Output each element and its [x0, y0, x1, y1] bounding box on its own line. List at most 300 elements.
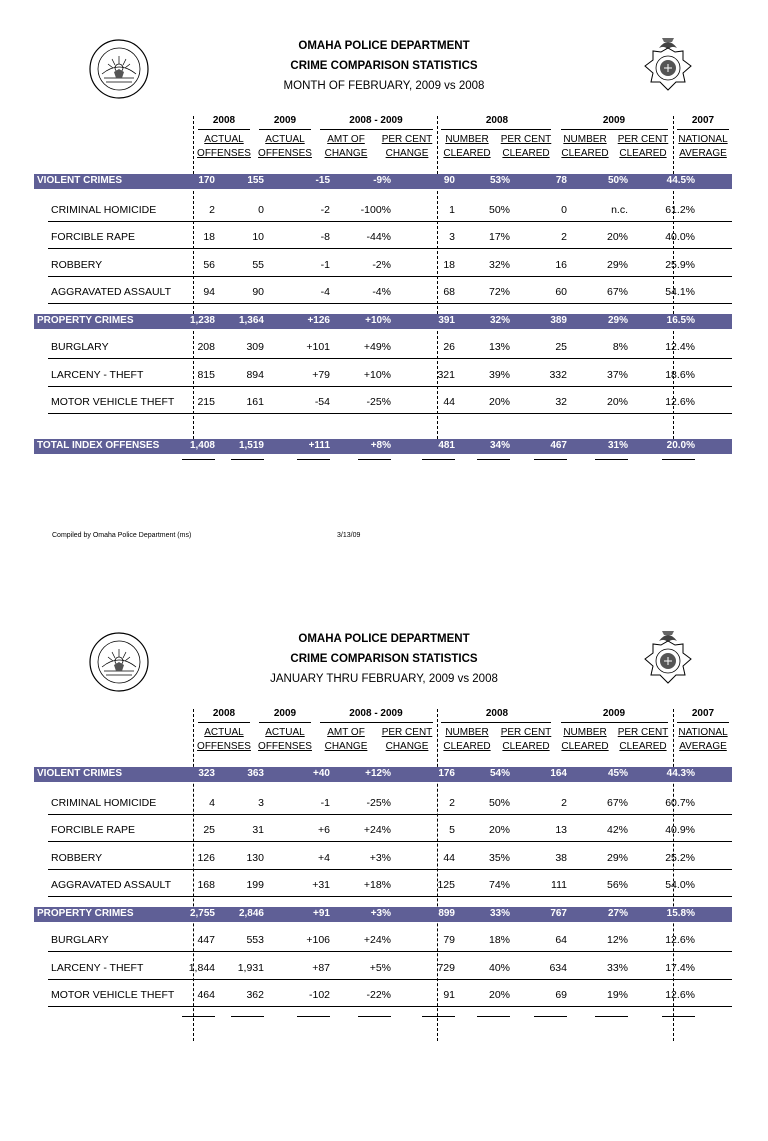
column-subheader [611, 133, 675, 161]
value-cell: 0 [561, 204, 567, 216]
value-cell: 899 [438, 908, 455, 919]
subheader-line: ACTUAL [265, 134, 305, 145]
value-cell: +24% [363, 824, 391, 836]
value-cell: 389 [550, 315, 567, 326]
subheader-line: OFFENSES [258, 148, 312, 159]
value-cell: 321 [437, 369, 455, 381]
value-cell: 94 [203, 286, 215, 298]
value-cell: -9% [373, 175, 391, 186]
column-subheader [435, 726, 499, 754]
subheader-line: NUMBER [563, 727, 607, 738]
value-cell: 78 [555, 175, 567, 186]
value-cell: 199 [246, 879, 264, 891]
value-cell: 16.5% [666, 315, 695, 326]
value-cell: -1 [320, 259, 330, 271]
value-cell: -8 [320, 231, 330, 243]
value-cell: +31 [312, 879, 330, 891]
report-title: CRIME COMPARISON STATISTICS [290, 653, 478, 665]
value-cell: 72% [488, 286, 510, 298]
value-cell: 31% [607, 440, 628, 451]
value-cell: 634 [549, 962, 567, 974]
crime-row [34, 259, 732, 274]
row-rule [48, 358, 732, 359]
group-underline [320, 722, 433, 723]
row-label: AGGRAVATED ASSAULT [51, 879, 172, 891]
subheader-line: ACTUAL [204, 134, 244, 145]
group-underline [320, 129, 433, 130]
value-cell: 168 [197, 879, 215, 891]
value-cell: 176 [438, 768, 455, 779]
category-total-row [34, 907, 732, 922]
row-label: MOTOR VEHICLE THEFT [51, 396, 175, 408]
value-cell: 467 [550, 440, 567, 451]
value-cell: 894 [246, 369, 264, 381]
value-cell: +10% [363, 369, 391, 381]
value-cell: 12.6% [665, 396, 695, 408]
value-cell: 362 [246, 989, 264, 1001]
row-rule [48, 841, 732, 842]
row-rule [48, 386, 732, 387]
value-cell: 67% [606, 797, 628, 809]
subheader-line: OFFENSES [258, 741, 312, 752]
value-cell: 61.2% [665, 204, 695, 216]
crime-row [34, 852, 732, 867]
value-cell: 215 [197, 396, 215, 408]
value-cell: 25 [555, 341, 567, 353]
column-group-header: 2008 [212, 115, 236, 126]
crime-row [34, 879, 732, 894]
value-cell: 54.0% [665, 879, 695, 891]
value-cell: 0 [258, 204, 264, 216]
value-cell: 17.4% [665, 962, 695, 974]
crime-row [34, 341, 732, 356]
sum-rule [477, 1016, 510, 1017]
column-group-header: 2009 [273, 115, 297, 126]
column-group-header: 2008 [212, 708, 236, 719]
row-label: BURGLARY [51, 934, 109, 946]
subheader-line: CLEARED [619, 148, 667, 159]
value-cell: +18% [363, 879, 391, 891]
value-cell: 12% [606, 934, 628, 946]
group-underline [198, 129, 250, 130]
value-cell: 79 [443, 934, 455, 946]
crime-row [34, 989, 732, 1004]
value-cell: 4 [209, 797, 215, 809]
subheader-line: CLEARED [443, 148, 491, 159]
subheader-line: AVERAGE [679, 148, 727, 159]
subheader-line: PER CENT [381, 727, 433, 738]
row-label: ROBBERY [51, 259, 103, 271]
sum-rule [358, 459, 391, 460]
value-cell: 38 [555, 852, 567, 864]
subheader-line: CHANGE [385, 148, 429, 159]
row-rule [48, 303, 732, 304]
row-label: FORCIBLE RAPE [51, 231, 136, 243]
sum-rule [231, 459, 264, 460]
crime-row [34, 286, 732, 301]
value-cell: 125 [437, 879, 455, 891]
crime-row [34, 797, 732, 812]
compiled-date: 3/13/09 [337, 532, 361, 539]
crime-row [34, 231, 732, 246]
value-cell: -15 [315, 175, 330, 186]
category-total-row [34, 314, 732, 329]
value-cell: 447 [197, 934, 215, 946]
sum-rule [422, 459, 455, 460]
row-label: CRIMINAL HOMICIDE [51, 204, 157, 216]
value-cell: 55 [252, 259, 264, 271]
value-cell: 19% [606, 989, 628, 1001]
value-cell: 464 [197, 989, 215, 1001]
value-cell: -25% [366, 797, 391, 809]
value-cell: -102 [308, 989, 330, 1001]
subheader-line: PER CENT [500, 727, 552, 738]
value-cell: 17% [488, 231, 510, 243]
value-cell: 18.6% [665, 369, 695, 381]
sum-rule [477, 459, 510, 460]
column-group-header: 2007 [691, 708, 715, 719]
value-cell: 37% [606, 369, 628, 381]
value-cell: +106 [306, 934, 330, 946]
row-rule [48, 951, 732, 952]
value-cell: 50% [607, 175, 628, 186]
value-cell: 44 [443, 396, 455, 408]
value-cell: 1,519 [238, 440, 264, 451]
row-label: VIOLENT CRIMES [37, 768, 123, 779]
value-cell: 126 [197, 852, 215, 864]
column-subheader [192, 133, 256, 161]
value-cell: 31 [252, 824, 264, 836]
value-cell: 25.9% [665, 259, 695, 271]
row-rule [48, 814, 732, 815]
sum-rule [534, 1016, 567, 1017]
sum-rule [297, 459, 330, 460]
value-cell: +111 [308, 440, 330, 451]
subheader-line: NUMBER [445, 134, 489, 145]
crime-row [34, 369, 732, 384]
group-underline [259, 129, 311, 130]
value-cell: 164 [550, 768, 567, 779]
sum-rule [662, 1016, 695, 1017]
value-cell: 56 [203, 259, 215, 271]
column-subheader [253, 133, 317, 161]
value-cell: 12.4% [665, 341, 695, 353]
value-cell: 69 [555, 989, 567, 1001]
value-cell: 33% [606, 962, 628, 974]
subheader-line: CHANGE [324, 741, 368, 752]
column-group-header: 2009 [273, 708, 297, 719]
value-cell: 309 [246, 341, 264, 353]
value-cell: +101 [306, 341, 330, 353]
subheader-line: OFFENSES [197, 741, 251, 752]
sum-rule [182, 459, 215, 460]
column-group-header: 2007 [691, 115, 715, 126]
subheader-line: CHANGE [385, 741, 429, 752]
value-cell: 208 [197, 341, 215, 353]
column-group-header: 2009 [602, 115, 626, 126]
column-subheader [671, 133, 735, 161]
column-group-header: 2008 [485, 708, 509, 719]
value-cell: 3 [449, 231, 455, 243]
column-subheader [671, 726, 735, 754]
sum-rule [422, 1016, 455, 1017]
value-cell: 44.5% [666, 175, 695, 186]
value-cell: 33% [489, 908, 510, 919]
subheader-line: PER CENT [617, 727, 669, 738]
value-cell: 2,846 [238, 908, 264, 919]
value-cell: 391 [438, 315, 455, 326]
group-underline [561, 129, 668, 130]
sum-rule [595, 459, 628, 460]
report-subtitle: MONTH OF FEBRUARY, 2009 vs 2008 [283, 80, 485, 92]
value-cell: 90 [252, 286, 264, 298]
value-cell: 54% [489, 768, 510, 779]
value-cell: +91 [313, 908, 330, 919]
sum-rule [662, 459, 695, 460]
value-cell: -4 [320, 286, 330, 298]
value-cell: 45% [607, 768, 628, 779]
value-cell: -1 [320, 797, 330, 809]
column-group-header: 2008 - 2009 [349, 708, 403, 719]
value-cell: 64 [555, 934, 567, 946]
value-cell: 5 [449, 824, 455, 836]
value-cell: 67% [606, 286, 628, 298]
value-cell: 20.0% [666, 440, 695, 451]
value-cell: 68 [443, 286, 455, 298]
org-title: OMAHA POLICE DEPARTMENT [298, 40, 470, 52]
row-rule [48, 248, 732, 249]
value-cell: 1,408 [189, 440, 215, 451]
crime-row [34, 962, 732, 977]
value-cell: +126 [307, 315, 330, 326]
subheader-line: CLEARED [561, 741, 609, 752]
crime-row [34, 824, 732, 839]
value-cell: 40.0% [665, 231, 695, 243]
column-subheader [494, 133, 558, 161]
value-cell: 2 [561, 231, 567, 243]
value-cell: 2 [209, 204, 215, 216]
value-cell: 1,364 [238, 315, 264, 326]
crime-row [34, 396, 732, 411]
value-cell: 332 [549, 369, 567, 381]
org-title: OMAHA POLICE DEPARTMENT [298, 633, 470, 645]
subheader-line: NUMBER [563, 134, 607, 145]
value-cell: 32 [555, 396, 567, 408]
value-cell: 15.8% [666, 908, 695, 919]
value-cell: 60 [555, 286, 567, 298]
value-cell: 44 [443, 852, 455, 864]
report-subtitle: JANUARY THRU FEBRUARY, 2009 vs 2008 [270, 673, 498, 685]
value-cell: 111 [551, 879, 567, 891]
sum-rule [231, 1016, 264, 1017]
sum-rule [182, 1016, 215, 1017]
subheader-line: CLEARED [502, 148, 550, 159]
value-cell: 161 [246, 396, 264, 408]
subheader-line: AMT OF [327, 727, 365, 738]
subheader-line: CLEARED [619, 741, 667, 752]
value-cell: -54 [314, 396, 330, 408]
category-total-row [34, 767, 732, 782]
value-cell: 35% [488, 852, 510, 864]
value-cell: +4 [318, 852, 330, 864]
value-cell: 90 [443, 175, 455, 186]
row-rule [48, 276, 732, 277]
value-cell: 60.7% [665, 797, 695, 809]
value-cell: +24% [363, 934, 391, 946]
value-cell: 18 [443, 259, 455, 271]
subheader-line: AVERAGE [679, 741, 727, 752]
value-cell: 29% [607, 315, 628, 326]
value-cell: n.c. [611, 204, 628, 216]
row-label: VIOLENT CRIMES [37, 175, 123, 186]
value-cell: 32% [488, 259, 510, 271]
value-cell: 2,755 [189, 908, 215, 919]
subheader-line: NATIONAL [678, 727, 728, 738]
value-cell: -22% [366, 989, 391, 1001]
value-cell: 54.1% [665, 286, 695, 298]
column-group-header: 2009 [602, 708, 626, 719]
compiled-by-note: Compiled by Omaha Police Department (ms) [52, 532, 192, 539]
group-underline [259, 722, 311, 723]
report-page [0, 629, 768, 1141]
value-cell: 18% [488, 934, 510, 946]
row-label: TOTAL INDEX OFFENSES [37, 440, 160, 451]
value-cell: 26 [443, 341, 455, 353]
column-subheader [314, 133, 378, 161]
value-cell: +3% [369, 852, 391, 864]
value-cell: 3 [258, 797, 264, 809]
column-subheader [553, 133, 617, 161]
value-cell: 53% [489, 175, 510, 186]
value-cell: 1,931 [237, 962, 264, 974]
value-cell: +87 [312, 962, 330, 974]
group-underline [441, 129, 551, 130]
value-cell: 8% [612, 341, 628, 353]
value-cell: +49% [363, 341, 391, 353]
value-cell: 40.9% [665, 824, 695, 836]
column-subheader [192, 726, 256, 754]
value-cell: 91 [443, 989, 455, 1001]
subheader-line: NUMBER [445, 727, 489, 738]
value-cell: 39% [488, 369, 510, 381]
value-cell: -100% [360, 204, 391, 216]
row-label: FORCIBLE RAPE [51, 824, 136, 836]
value-cell: 1 [449, 204, 455, 216]
value-cell: 815 [197, 369, 215, 381]
row-rule [48, 979, 732, 980]
group-underline [677, 722, 729, 723]
row-label: CRIMINAL HOMICIDE [51, 797, 157, 809]
value-cell: 130 [246, 852, 264, 864]
column-subheader [253, 726, 317, 754]
subheader-line: CLEARED [502, 741, 550, 752]
column-subheader [314, 726, 378, 754]
value-cell: 13 [555, 824, 567, 836]
value-cell: +10% [365, 315, 391, 326]
value-cell: 10 [252, 231, 264, 243]
value-cell: +6 [318, 824, 330, 836]
value-cell: -4% [372, 286, 391, 298]
value-cell: 553 [246, 934, 264, 946]
row-rule [48, 1006, 732, 1007]
value-cell: 50% [488, 797, 510, 809]
row-rule [48, 221, 732, 222]
subheader-line: PER CENT [381, 134, 433, 145]
subheader-line: AMT OF [327, 134, 365, 145]
value-cell: +5% [369, 962, 391, 974]
value-cell: 16 [555, 259, 567, 271]
group-underline [677, 129, 729, 130]
value-cell: 74% [488, 879, 510, 891]
value-cell: -44% [366, 231, 391, 243]
value-cell: -2% [372, 259, 391, 271]
row-label: LARCENY - THEFT [51, 962, 144, 974]
value-cell: 170 [198, 175, 215, 186]
column-group-header: 2008 [485, 115, 509, 126]
value-cell: 42% [606, 824, 628, 836]
crime-row [34, 204, 732, 219]
subheader-line: ACTUAL [204, 727, 244, 738]
row-rule [48, 413, 732, 414]
row-label: BURGLARY [51, 341, 109, 353]
subheader-line: CLEARED [561, 148, 609, 159]
value-cell: +3% [370, 908, 391, 919]
value-cell: 481 [438, 440, 455, 451]
value-cell: 12.6% [665, 934, 695, 946]
value-cell: 155 [247, 175, 264, 186]
group-underline [441, 722, 551, 723]
column-subheader [611, 726, 675, 754]
value-cell: 729 [437, 962, 455, 974]
value-cell: 25 [203, 824, 215, 836]
value-cell: 56% [606, 879, 628, 891]
value-cell: 25.2% [665, 852, 695, 864]
value-cell: 12.6% [665, 989, 695, 1001]
subheader-line: ACTUAL [265, 727, 305, 738]
value-cell: -2 [320, 204, 330, 216]
group-underline [561, 722, 668, 723]
value-cell: 20% [488, 824, 510, 836]
value-cell: 29% [606, 259, 628, 271]
value-cell: 40% [488, 962, 510, 974]
subheader-line: PER CENT [617, 134, 669, 145]
row-rule [48, 896, 732, 897]
value-cell: 2 [561, 797, 567, 809]
value-cell: 20% [606, 396, 628, 408]
subheader-line: CLEARED [443, 741, 491, 752]
category-total-row [34, 174, 732, 189]
value-cell: 767 [550, 908, 567, 919]
value-cell: +79 [312, 369, 330, 381]
value-cell: -25% [366, 396, 391, 408]
report-title: CRIME COMPARISON STATISTICS [290, 60, 478, 72]
row-rule [48, 869, 732, 870]
value-cell: 1,238 [189, 315, 215, 326]
row-label: AGGRAVATED ASSAULT [51, 286, 172, 298]
value-cell: 2 [449, 797, 455, 809]
value-cell: 20% [488, 396, 510, 408]
sum-rule [595, 1016, 628, 1017]
value-cell: 20% [606, 231, 628, 243]
value-cell: 27% [607, 908, 628, 919]
value-cell: 20% [488, 989, 510, 1001]
value-cell: 50% [488, 204, 510, 216]
row-label: PROPERTY CRIMES [37, 908, 134, 919]
column-subheader [375, 133, 439, 161]
column-subheader [375, 726, 439, 754]
value-cell: 44.3% [666, 768, 695, 779]
subheader-line: NATIONAL [678, 134, 728, 145]
